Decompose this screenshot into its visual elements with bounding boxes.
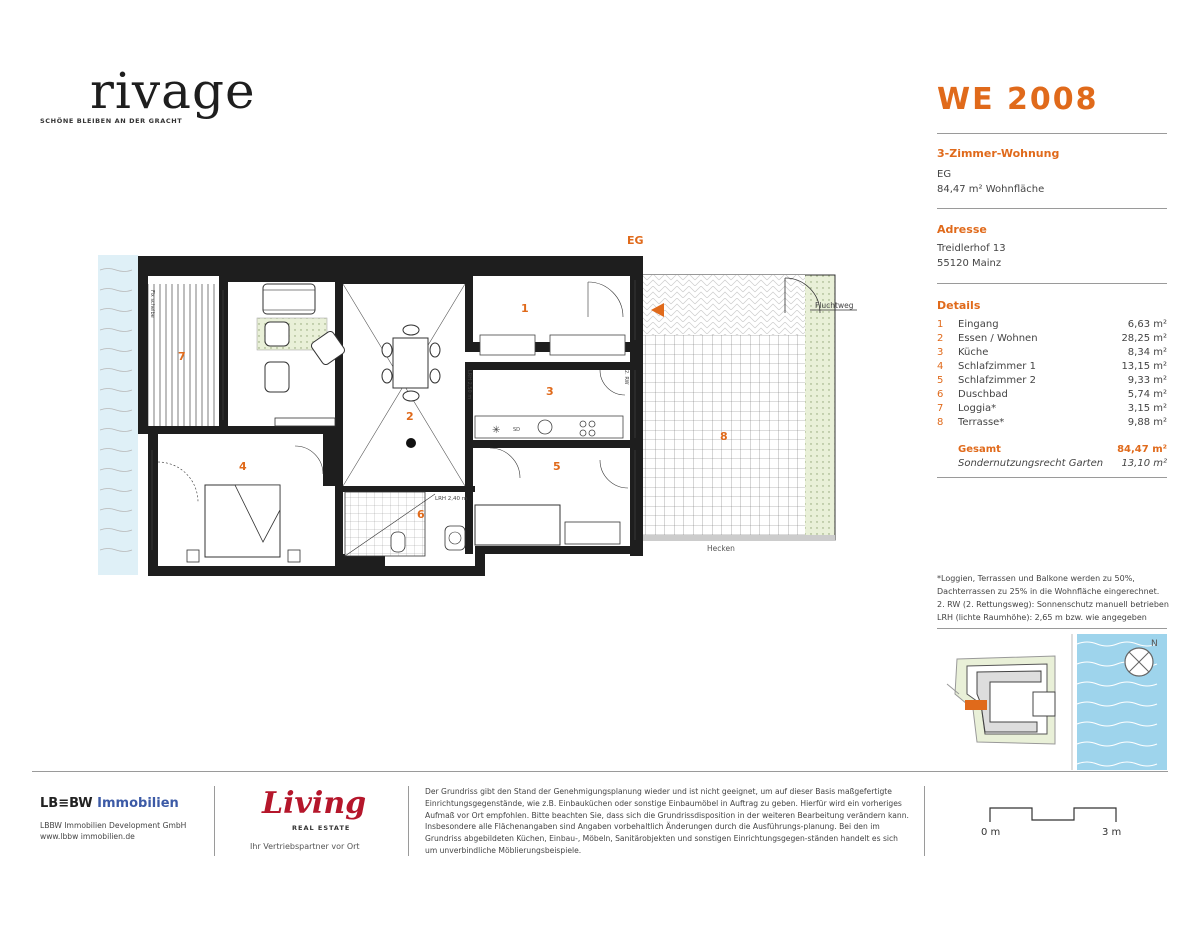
fix-scheibe-label: Fix scheibe (149, 290, 155, 318)
scale-bar (988, 804, 1123, 824)
column-dot (406, 438, 416, 448)
notes: *Loggien, Terrassen und Balkone werden zu 50%, Dachterrassen zu 25% in die Wohnfläche eingerechnet. 2. RW (2. Rettungsweg): Sonnenschutz manuell betrieben LRH (lichte Raumhöhe): 2,65 m bzw. wie angegeben (937, 574, 1169, 622)
living-sub: REAL ESTATE (292, 824, 351, 832)
plan-floor-label: EG (627, 234, 644, 247)
unit-area: 84,47 m² Wohnfläche (937, 184, 1045, 195)
details-heading: Details (937, 299, 981, 312)
lbbw-logo: LB≡BW Immobilien (40, 796, 179, 811)
room-number-8: 8 (720, 430, 728, 443)
living-tagline: Ihr Vertriebspartner vor Ort (250, 842, 360, 851)
room-row: 7 Loggia* 3,15 m² (937, 403, 1167, 414)
divider (937, 133, 1167, 134)
svg-text:✳: ✳ (492, 425, 501, 436)
bed-2 (475, 505, 560, 545)
svg-text:SD: SD (513, 427, 521, 433)
divider (937, 208, 1167, 209)
address-heading: Adresse (937, 223, 987, 236)
room-number-6: 6 (417, 508, 425, 521)
room-row: 4 Schlafzimmer 1 13,15 m² (937, 361, 1167, 372)
washbasin-icon (445, 526, 465, 550)
room-row: 2 Essen / Wohnen 28,25 m² (937, 333, 1167, 344)
footer-separator (924, 786, 925, 856)
address-street: Treidlerhof 13 (937, 243, 1006, 254)
total-row: Gesamt 84,47 m² (958, 444, 1167, 455)
living-logo: Living (262, 786, 367, 821)
garden-row: Sondernutzungsrecht Garten 13,10 m² (958, 458, 1167, 469)
shower (345, 492, 425, 556)
scale-end: 3 m (1102, 827, 1122, 838)
site-unit-marker (965, 700, 987, 710)
disclaimer: Der Grundriss gibt den Stand der Genehmigungsplanung wieder und ist nicht geeignet, um auf dieser Basis maßgefertigte Einrichtungsgegenstände, wie z.B. Einbauküchen oder sonstige Einbaumöbel in Auftrag zu geben. Hierfür wird ein vorheriges Aufmaß vor Ort empfohlen. Bitte beachten Sie, dass sich die Grundrissdisposition in der weiteren Bearbeitung verändern kann. Insbesondere alle Flächenangaben sind Angaben vorbehaltlich Änderungen durch die Ausführungs-planung. Bei den im Grundriss abgebildeten Küchen, Einbau-, Möbeln, Sanitärobjekten und sonstigen Einrichtungsgegen-ständen handelt es sich um unverbindliche Möblierungsbeispiele. (425, 787, 909, 855)
room-number-1: 1 (521, 302, 529, 315)
divider (937, 283, 1167, 284)
lrh-bath-label: LRH 2,40 m (435, 496, 468, 502)
room-number-3: 3 (546, 385, 554, 398)
unit-title: WE 2008 (937, 82, 1099, 117)
room-row: 8 Terrasse* 9,88 m² (937, 417, 1167, 428)
divider (937, 628, 1167, 629)
rw-label: 2. RW (623, 370, 629, 385)
address-city: 55120 Mainz (937, 258, 1002, 269)
site-map (937, 634, 1167, 770)
hecken-label: Hecken (707, 544, 735, 553)
unit-type: 3-Zimmer-Wohnung (937, 147, 1060, 160)
room-row: 6 Duschbad 5,74 m² (937, 389, 1167, 400)
dining-table (393, 338, 428, 388)
room-number-5: 5 (553, 460, 561, 473)
sofa (263, 284, 315, 314)
footer-divider (32, 771, 1168, 772)
room-row: 5 Schlafzimmer 2 9,33 m² (937, 375, 1167, 386)
room-number-4: 4 (239, 460, 247, 473)
water-strip (98, 255, 138, 575)
room-row: 3 Küche 8,34 m² (937, 347, 1167, 358)
logo-rivage: rivage (90, 62, 256, 120)
unit-floor: EG (937, 169, 952, 180)
divider (937, 477, 1167, 478)
room-number-2: 2 (406, 410, 414, 423)
logo-tagline: SCHÖNE BLEIBEN AN DER GRACHT (40, 117, 183, 125)
toilet-icon (391, 532, 405, 552)
compass-label: N (1151, 639, 1158, 649)
terrace-entry-paving (640, 275, 805, 335)
room-number-7: 7 (178, 350, 186, 363)
floor-plan (95, 250, 865, 580)
footer-separator (214, 786, 215, 856)
scale-start: 0 m (981, 827, 1001, 838)
room-row: 1 Eingang 6,63 m² (937, 319, 1167, 330)
footer-separator (408, 786, 409, 856)
lrh-living-label: LRH 2,50 m (466, 370, 472, 400)
lbbw-info: LBBW Immobilien Development GmbH www.lbbw immobilien.de (40, 821, 187, 841)
fluchtweg-label: Fluchtweg (815, 301, 854, 310)
